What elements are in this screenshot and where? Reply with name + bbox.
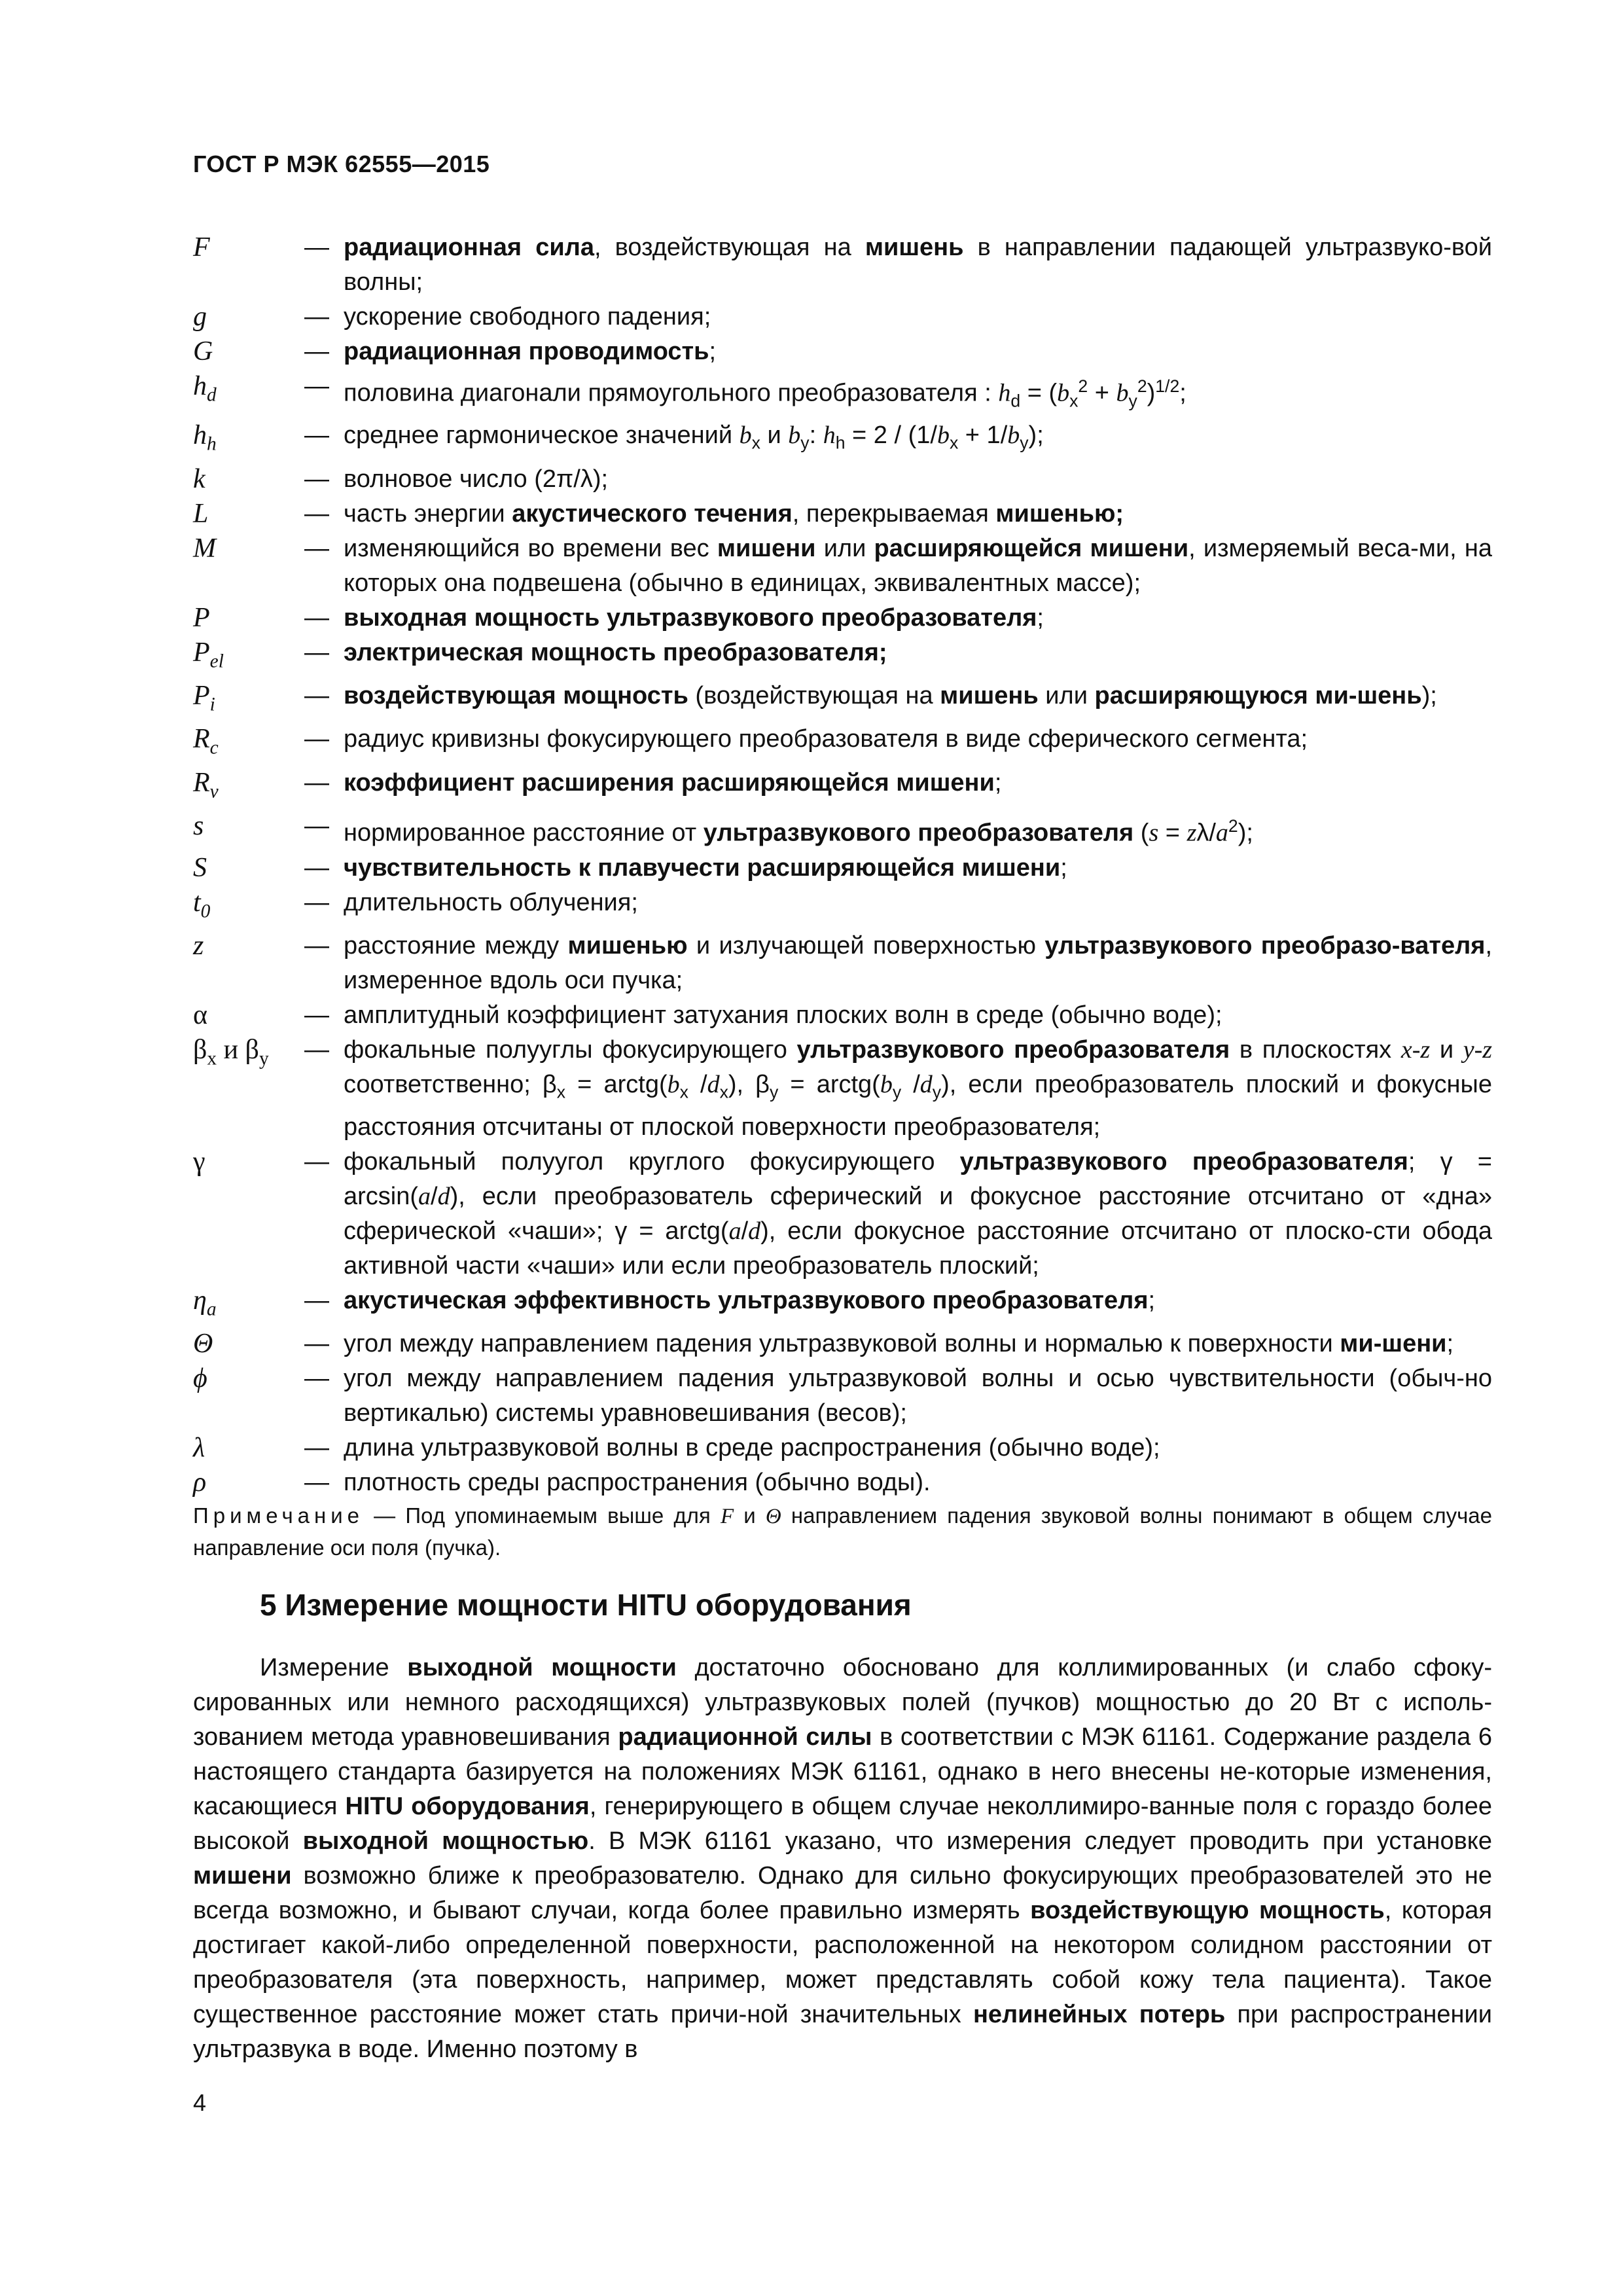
note-label: Примечание — [193, 1503, 365, 1528]
definition-row — [193, 1033, 1492, 1145]
definition-dash: — — [304, 725, 329, 753]
definition-row — [193, 722, 1492, 765]
definition-text: выходная мощность ультразвукового преобразователя; — [344, 603, 1044, 632]
definition-row — [193, 1431, 1492, 1465]
definition-dash: — — [304, 1469, 329, 1497]
definition-row — [193, 929, 1492, 998]
note-paragraph — [193, 1500, 1492, 1564]
definition-symbol: g — [193, 302, 207, 332]
definition-text: радиационная проводимость; — [344, 338, 717, 365]
definition-symbol: α — [193, 1000, 208, 1031]
definition-row — [193, 679, 1492, 722]
definition-dash: — — [304, 1036, 329, 1064]
definition-row — [193, 1327, 1492, 1361]
definition-row — [193, 886, 1492, 929]
definition-symbol: $h_d$ — [193, 371, 217, 406]
definition-dash: — — [304, 534, 329, 562]
definition-row — [193, 462, 1492, 497]
page-number: 4 — [193, 2089, 207, 2116]
symbol-definitions-list — [193, 230, 1492, 1500]
definition-dash: — — [304, 1286, 329, 1314]
definition-row — [193, 998, 1492, 1033]
definition-text: плотность среды распространения (обычно воды). — [344, 1469, 931, 1497]
definition-symbol: γ — [193, 1146, 205, 1177]
definition-row — [193, 851, 1492, 886]
definition-dash: — — [304, 603, 329, 632]
definition-text: чувствительность к плавучести расширяющейся мишени; — [344, 853, 1067, 882]
definition-symbol: P — [193, 602, 210, 633]
definition-symbol: k — [193, 463, 205, 494]
definition-dash: — — [304, 1001, 329, 1030]
definition-symbol: ρ — [193, 1467, 207, 1498]
definition-text: амплитудный коэффициент затухания плоских волн в среде (обычно воде); — [344, 1001, 1222, 1030]
definition-row — [193, 531, 1492, 601]
definition-dash: — — [304, 932, 329, 960]
definition-text: часть энергии акустического течения, перекрываемая мишенью; — [344, 499, 1124, 528]
definition-text: длина ультразвуковой волны в среде распространения (обычно воде); — [344, 1434, 1160, 1462]
definition-symbol: s — [193, 811, 204, 842]
definition-row — [193, 766, 1492, 809]
definition-symbol: $P_{el}$ — [193, 637, 224, 672]
definition-symbol: F — [193, 232, 210, 262]
definition-dash: — — [304, 372, 329, 400]
definition-dash: — — [304, 888, 329, 916]
definition-symbol: Θ — [193, 1329, 213, 1359]
section-heading: 5 Измерение мощности HITU оборудования — [260, 1588, 912, 1622]
definition-row — [193, 601, 1492, 636]
definition-symbol: $R_v$ — [193, 767, 219, 802]
definition-text: фокальные полууглы фокусирующего ультразвукового преобразователя в плоскостях x-z и y-z соответственно; $\beta_x$ = $arctg(b_x$ $/d_x$), $\beta_y$ = $arctg(b_y$ $/d_y$), если преобразователь плоский и фокусные расстояния отсчитаны от плоской поверхности преобразователя; — [344, 1036, 1493, 1141]
definition-dash: — — [304, 682, 329, 710]
definition-row — [193, 1465, 1492, 1500]
definition-text: волновое число (2π/λ); — [344, 465, 609, 493]
definition-dash: — — [304, 234, 329, 261]
definition-dash: — — [304, 1434, 329, 1462]
definition-symbol: $R_c$ — [193, 724, 219, 759]
definition-text: угол между направлением падения ультразвуковой волны и осью чувствительности (обыч-но вертикалью) системы уравновешивания (весов); — [344, 1365, 1492, 1427]
definition-dash: — — [304, 1330, 329, 1358]
definition-symbol: z — [193, 931, 204, 961]
definition-dash: — — [304, 812, 329, 840]
definition-text: угол между направлением падения ультразвуковой волны и нормалью к поверхности ми-шени; — [344, 1330, 1454, 1358]
definition-text: длительность облучения; — [344, 888, 638, 916]
definition-text: акустическая эффективность ультразвукового преобразователя; — [344, 1286, 1156, 1314]
definition-row — [193, 418, 1492, 461]
definition-dash: — — [304, 303, 329, 331]
definition-row — [193, 636, 1492, 679]
definition-dash: — — [304, 499, 329, 528]
definition-row — [193, 1361, 1492, 1431]
definition-text: радиус кривизны фокусирующего преобразователя в виде сферического сегмента; — [344, 725, 1308, 753]
definition-row — [193, 1283, 1492, 1327]
definition-row — [193, 300, 1492, 334]
definition-symbol: G — [193, 336, 213, 367]
definition-text: среднее гармоническое значений $b_x$ и $b_y$: $h_h = 2 / (1/b_x + 1/b_y)$; — [344, 422, 1044, 453]
definition-row — [193, 1145, 1492, 1283]
definition-symbol: $\eta_a$ — [193, 1285, 217, 1320]
definition-symbol: $t_0$ — [193, 887, 211, 922]
definition-text: коэффициент расширения расширяющейся мишени; — [344, 768, 1002, 797]
definition-symbol: $h_h$ — [193, 420, 217, 455]
definition-row — [193, 334, 1492, 369]
definition-text: изменяющийся во времени вес мишени или расширяющейся мишени, измеряемый веса-ми, на которых она подвешена (обычно в единицах, эквивалентных массе); — [344, 534, 1493, 597]
definition-symbol: M — [193, 533, 216, 564]
definition-symbol: ϕ — [193, 1363, 207, 1394]
definition-row — [193, 497, 1492, 531]
body-paragraph: Измерение выходной мощности достаточно обосновано для коллимированных (и слабо сфоку-сированных или немного расходящихся) ультразвуковых полей (пучков) мощностью до 20 Вт с исполь-зованием метода уравновешивания радиационной силы в соответствии с МЭК 61161. Содержание раздела 6 настоящего стандарта базируется на положениях МЭК 61161, однако в него внесены не-которые изменения, касающиеся HITU оборудования, генерирующего в общем случае неколлимиро-ванные поля с гораздо более высокой выходной мощностью. В МЭК 61161 указано, что измерения следует проводить при установке мишени возможно ближе к преобразователю. Однако для сильно фокусирующих преобразователей это не всегда возможно, и бывают случаи, когда более правильно измерять воздействующую мощность, которая достигает какой-либо определенной поверхности, расположенной на некотором солидном расстоянии от преобразователя (эта поверхность, например, может представлять собой кожу тела пациента). Такое существенное расстояние может стать причи-ной значительных нелинейных потерь при распространении ультразвука в воде. Именно поэтому в — [193, 1654, 1493, 2063]
definition-symbol: $P_i$ — [193, 681, 215, 715]
definition-dash: — — [304, 422, 329, 450]
document-header: ГОСТ Р МЭК 62555—2015 — [193, 151, 490, 177]
definition-dash: — — [304, 1147, 329, 1175]
definition-text: ускорение свободного падения; — [344, 303, 711, 331]
definition-dash: — — [304, 638, 329, 666]
definition-text: радиационная сила, воздействующая на мишень в направлении падающей ультразвуко-вой волны; — [344, 234, 1493, 296]
note-body: — Под упоминаемым выше для F и Θ направлением падения звуковой волны понимают в общем случае направление оси поля (пучка). — [193, 1503, 1492, 1560]
definition-text: нормированное расстояние от ультразвукового преобразователя $(s = z\lambda/a^2)$; — [344, 816, 1253, 847]
definition-text: воздействующая мощность (воздействующая на мишень или расширяющуюся ми-шень); — [344, 682, 1437, 710]
definition-dash: — — [304, 853, 329, 882]
definition-row — [193, 230, 1492, 300]
definition-dash: — — [304, 1365, 329, 1393]
definition-text: фокальный полуугол круглого фокусирующего ультразвукового преобразователя; γ = arcsin(a/d), если преобразователь сферический и фокусное расстояние отсчитано от «дна» сферической «чаши»; γ = arctg(a/d), если фокусное расстояние отсчитано от плоско-сти обода активной части «чаши» или если преобразователь плоский; — [344, 1147, 1492, 1280]
definition-dash: — — [304, 465, 329, 493]
definition-text: электрическая мощность преобразователя; — [344, 638, 887, 666]
definition-row — [193, 809, 1492, 851]
definition-symbol: L — [193, 498, 209, 529]
definition-dash: — — [304, 338, 329, 365]
definition-dash: — — [304, 768, 329, 797]
definition-text: половина диагонали прямоугольного преобразователя : $h_d = (b_x^2 + b_y^2)^{1/2}$; — [344, 376, 1186, 411]
definition-text: расстояние между мишенью и излучающей поверхностью ультразвукового преобразо-вателя, измеренное вдоль оси пучка; — [344, 932, 1492, 995]
definition-symbol: S — [193, 852, 207, 883]
definition-row — [193, 369, 1492, 418]
definition-symbol: $\beta_x$ и $\beta_y$ — [193, 1035, 269, 1069]
definition-symbol: λ — [193, 1433, 205, 1463]
